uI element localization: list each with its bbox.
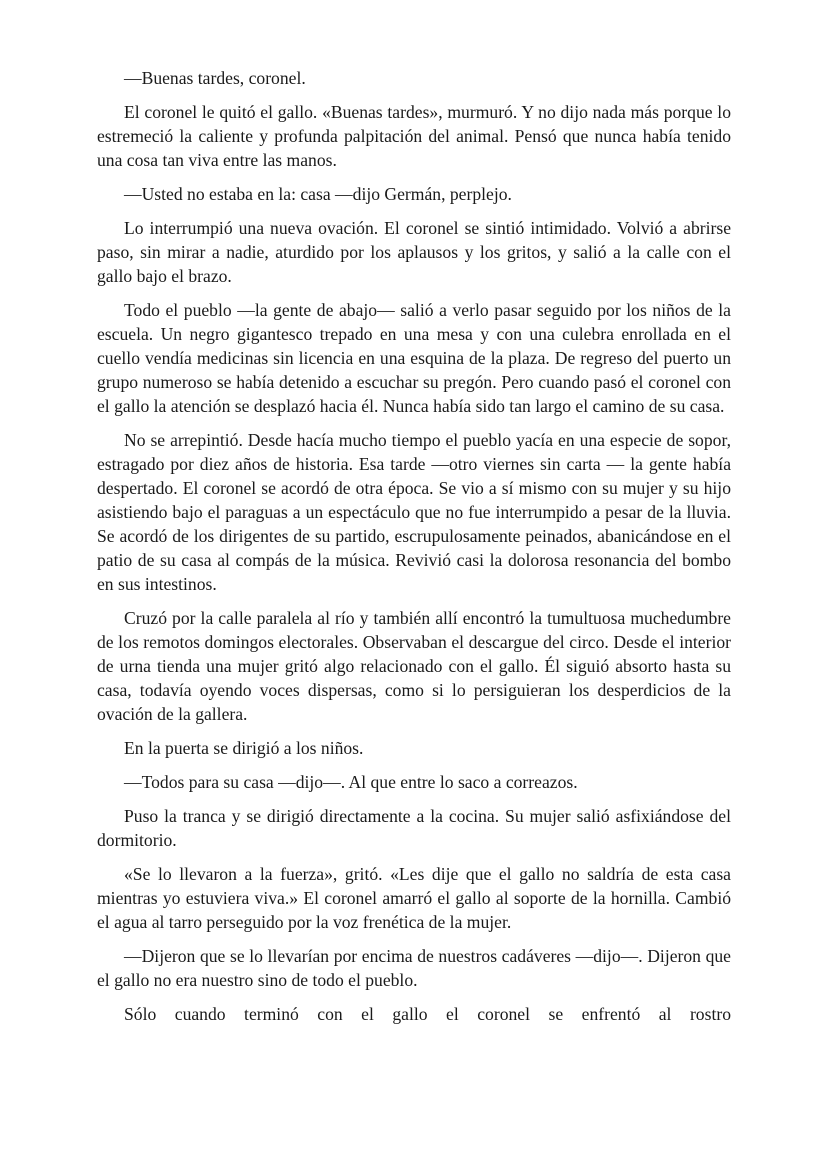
paragraph-greeting: —Buenas tardes, coronel. <box>124 68 306 88</box>
paragraph-at-door: En la puerta se dirigió a los niños. <box>124 738 364 758</box>
paragraph-german-perplexed: —Usted no estaba en la: casa —dijo Germán, perplejo. <box>124 184 512 204</box>
paragraph-faced-the-face: Sólo cuando terminó con el gallo el coronel se enfrentó al rostro <box>124 1004 731 1024</box>
paragraph-kitchen: Puso la tranca y se dirigió directamente a la cocina. Su mujer salió asfixiándose del dormitorio. <box>97 806 731 850</box>
paragraph-over-our-corpses: —Dijeron que se lo llevarían por encima de nuestros cadáveres —dijo—. Dijeron que el gallo no era nuestro sino de todo el pueblo. <box>97 946 731 990</box>
book-page <box>97 66 731 1036</box>
paragraph-go-home: —Todos para su casa —dijo—. Al que entre lo saco a correazos. <box>124 772 578 792</box>
paragraph-no-regret: No se arrepintió. Desde hacía mucho tiempo el pueblo yacía en una especie de sopor, estragado por diez años de historia. Esa tarde —otro viernes sin carta — la gente había despertado. El coronel se acordó de otra época. Se vio a sí mismo con su mujer y su hijo asistiendo bajo el paraguas a un espectáculo que no fue interrumpido a pesar de la lluvia. Se acordó de los dirigentes de su partido, escrupulosamente peinados, abanicándose en el patio de su casa al compás de la música. Revivió casi la dolorosa resonancia del bombo en sus intestinos. <box>97 430 731 594</box>
paragraph-colonel-takes-rooster: El coronel le quitó el gallo. «Buenas tardes», murmuró. Y no dijo nada más porque lo estremeció la caliente y profunda palpitación del animal. Pensó que nunca había tenido una cosa tan viva entre las manos. <box>97 102 731 170</box>
paragraph-whole-town: Todo el pueblo —la gente de abajo— salió a verlo pasar seguido por los niños de la escuela. Un negro gigantesco trepado en una mesa y con una culebra enrollada en el cuello vendía medicinas sin licencia en una esquina de la plaza. De regreso del puerto un grupo numeroso se había detenido a escuchar su pregón. Pero cuando pasó el coronel con el gallo la atención se desplazó hacia él. Nunca había sido tan largo el camino de su casa. <box>97 300 731 416</box>
paragraph-taken-by-force: «Se lo llevaron a la fuerza», gritó. «Les dije que el gallo no saldría de esta casa mientras yo estuviera viva.» El coronel amarró el gallo al soporte de la hornilla. Cambió el agua al tarro perseguido por la voz frenética de la mujer. <box>97 864 731 932</box>
paragraph-parallel-street: Cruzó por la calle paralela al río y también allí encontró la tumultuosa muchedumbre de los remotos domingos electorales. Observaban el descargue del circo. Desde el interior de urna tienda una mujer gritó algo relacionado con el gallo. Él siguió absorto hasta su casa, todavía oyendo voces dispersas, como si lo persiguieran los desperdicios de la ovación de la gallera. <box>97 608 731 724</box>
paragraph-ovation: Lo interrumpió una nueva ovación. El coronel se sintió intimidado. Volvió a abrirse paso, sin mirar a nadie, aturdido por los aplausos y los gritos, y salió a la calle con el gallo bajo el brazo. <box>97 218 731 286</box>
